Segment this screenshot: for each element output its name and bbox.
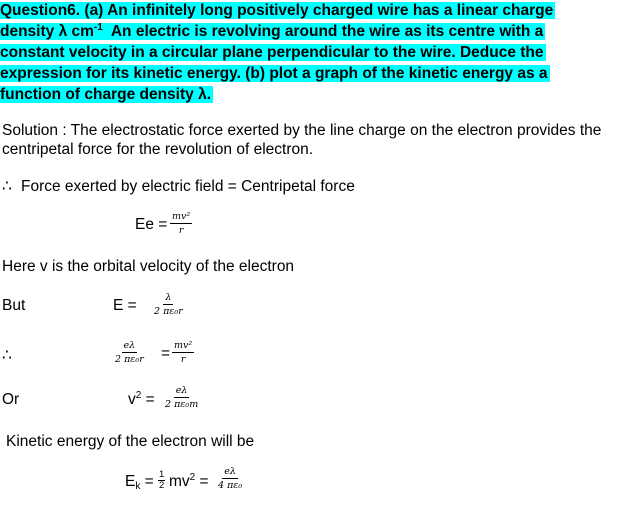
orbital-velocity-text: Here v is the orbital velocity of the electron: [2, 258, 295, 275]
therefore-symbol: ∴: [2, 178, 12, 195]
eq2-lhs: E =: [113, 297, 137, 314]
question-line-2: density λ $cm^{-1}$ An electric is revolving around the wire as its centre with a: [0, 22, 544, 40]
eq3-fraction-right: $\frac{\text{mv²}}{r}$: [174, 340, 193, 365]
eq3-fraction-left: $\frac{e\lambda}{\text{2 πε₀r}}$: [115, 340, 144, 365]
eq3-equals: =: [161, 345, 171, 362]
question-line-3: constant velocity in a circular plane perpendicular to the wire. Deduce the: [0, 44, 544, 61]
eq2-fraction: $\frac{\lambda}{\text{2 πε₀r}}$: [154, 292, 183, 317]
eq5-lhs: $E_k$ =: [125, 473, 159, 492]
question-line-4: expression for its kinetic energy. (b) plot a graph of the kinetic energy as a: [0, 65, 548, 82]
question-line-1: Question6. (a) An infinitely long positively charged wire has a linear charge: [0, 2, 554, 19]
eq4-lhs: $v^2$ =: [128, 390, 159, 408]
but-label: But: [2, 297, 26, 314]
eq4-fraction: $\frac{e\lambda}{\text{2 πε₀m}}$: [165, 385, 199, 410]
eq5-mv: $mv^2$ =: [169, 472, 213, 490]
solution-line-2: centripetal force for the revolution of electron.: [2, 141, 314, 158]
question-block: [0, 0, 626, 105]
or-label: Or: [2, 391, 20, 408]
kinetic-energy-text: Kinetic energy of the electron will be: [6, 433, 255, 450]
eq1-lhs: Ee =: [135, 216, 168, 233]
eq5-half: 1 2: [159, 469, 165, 491]
force-statement: Force exerted by electric field = Centripetal force: [21, 178, 355, 195]
eq5-fraction: $\frac{e\lambda}{\text{4 πε₀}}$: [218, 466, 243, 491]
eq1-fraction: $\frac{\text{mv²}}{r}$: [172, 211, 191, 236]
therefore-label: ∴: [2, 347, 12, 364]
question-line-5: function of charge density λ.: [0, 86, 211, 103]
solution-line-1: Solution : The electrostatic force exerted by the line charge on the electron provides the: [2, 122, 602, 139]
